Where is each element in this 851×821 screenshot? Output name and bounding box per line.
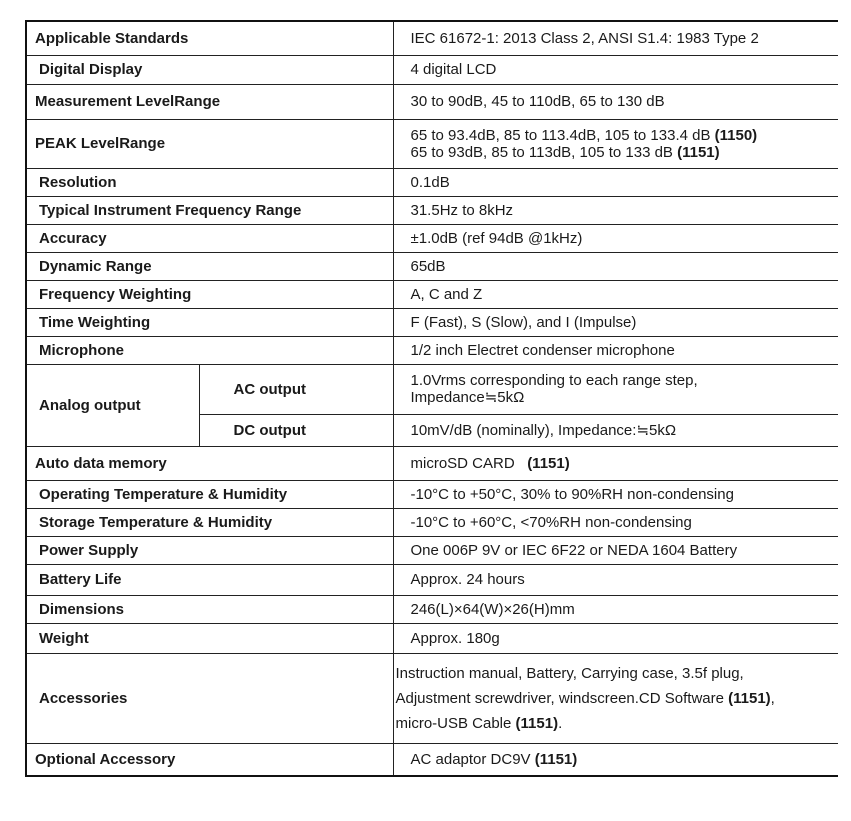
table-row [26,196,838,224]
spec-value: -10°C to +50°C, 30% to 90%RH non-condensing [393,480,838,508]
spec-value: 1/2 inch Electret condenser microphone [393,336,838,364]
spec-label: Measurement LevelRange [26,84,393,119]
spec-label: Dimensions [26,595,393,623]
spec-label: Optional Accessory [26,743,393,776]
spec-value: 246(L)×64(W)×26(H)mm [393,595,838,623]
spec-value [393,119,838,168]
value-text: 65 to 93dB, 85 to 113dB, 105 to 133 dB [410,143,678,161]
spec-label: Accuracy [26,224,393,252]
spec-value: -10°C to +60°C, <70%RH non-condensing [393,508,838,536]
value-text: 65 to 93.4dB, 85 to 113.4dB, 105 to 133.4 dB [410,126,715,144]
spec-value [393,364,838,414]
spec-value: 31.5Hz to 8kHz [393,196,838,224]
table-row [26,623,838,653]
table-row [26,119,838,168]
model-tag: (1151) [677,143,720,161]
spec-label: Power Supply [26,536,393,564]
table-row [26,743,838,776]
table-row [26,55,838,84]
spec-value [393,446,838,480]
spec-value: A, C and Z [393,280,838,308]
spec-value: 4 digital LCD [393,55,838,84]
table-row [26,252,838,280]
model-tag: (1151) [534,750,578,768]
spec-label: Time Weighting [26,308,393,336]
spec-label: Battery Life [26,564,393,595]
spec-label: Accessories [26,653,393,743]
sub-label: DC output [199,414,393,446]
value-text: microSD CARD [410,454,528,472]
table-row [26,308,838,336]
table-row [26,508,838,536]
table-row [26,224,838,252]
value-text: Adjustment screwdriver, windscreen.CD Software [395,689,729,707]
model-tag: (1151) [728,689,771,707]
spec-label: Dynamic Range [26,252,393,280]
spec-label: Typical Instrument Frequency Range [26,196,393,224]
spec-label: Weight [26,623,393,653]
table-row [26,564,838,595]
spec-value: 30 to 90dB, 45 to 110dB, 65 to 130 dB [393,84,838,119]
table-row [26,280,838,308]
table-row [26,653,838,743]
table-row [26,84,838,119]
sub-label: AC output [199,364,393,414]
spec-value [393,743,838,776]
table-row [26,446,838,480]
table-row [26,21,838,55]
value-text: AC adaptor DC9V [410,750,535,768]
spec-value: Approx. 24 hours [393,564,838,595]
table-row [26,168,838,196]
value-text: . [558,714,563,732]
spec-value: 10mV/dB (nominally), Impedance:≒5kΩ [393,414,838,446]
spec-value: ±1.0dB (ref 94dB @1kHz) [393,224,838,252]
specifications-table [25,20,838,777]
table-row [26,480,838,508]
spec-value: IEC 61672-1: 2013 Class 2, ANSI S1.4: 1983 Type 2 [393,21,838,55]
value-text: Impedance≒5kΩ [410,389,525,406]
spec-label: Analog output [26,364,199,446]
spec-label: Storage Temperature & Humidity [26,508,393,536]
spec-value: F (Fast), S (Slow), and I (Impulse) [393,308,838,336]
table-row [26,536,838,564]
table-row [26,364,838,414]
spec-label: PEAK LevelRange [26,119,393,168]
spec-value: One 006P 9V or IEC 6F22 or NEDA 1604 Battery [393,536,838,564]
value-text: , [770,689,775,707]
spec-label: Resolution [26,168,393,196]
spec-label: Microphone [26,336,393,364]
model-tag: (1151) [527,454,570,472]
model-tag: (1150) [714,126,758,144]
value-text: 1.0Vrms corresponding to each range step, [410,372,698,389]
model-tag: (1151) [515,714,559,732]
spec-label: Frequency Weighting [26,280,393,308]
spec-label: Applicable Standards [26,21,393,55]
spec-value: 0.1dB [393,168,838,196]
value-text: micro-USB Cable [395,714,516,732]
spec-value: 65dB [393,252,838,280]
table-row [26,336,838,364]
value-text: Instruction manual, Battery, Carrying case, 3.5f plug, [395,664,744,682]
spec-value [393,653,838,743]
table-row [26,595,838,623]
spec-label: Auto data memory [26,446,393,480]
spec-label: Operating Temperature & Humidity [26,480,393,508]
spec-label: Digital Display [26,55,393,84]
spec-value: Approx. 180g [393,623,838,653]
